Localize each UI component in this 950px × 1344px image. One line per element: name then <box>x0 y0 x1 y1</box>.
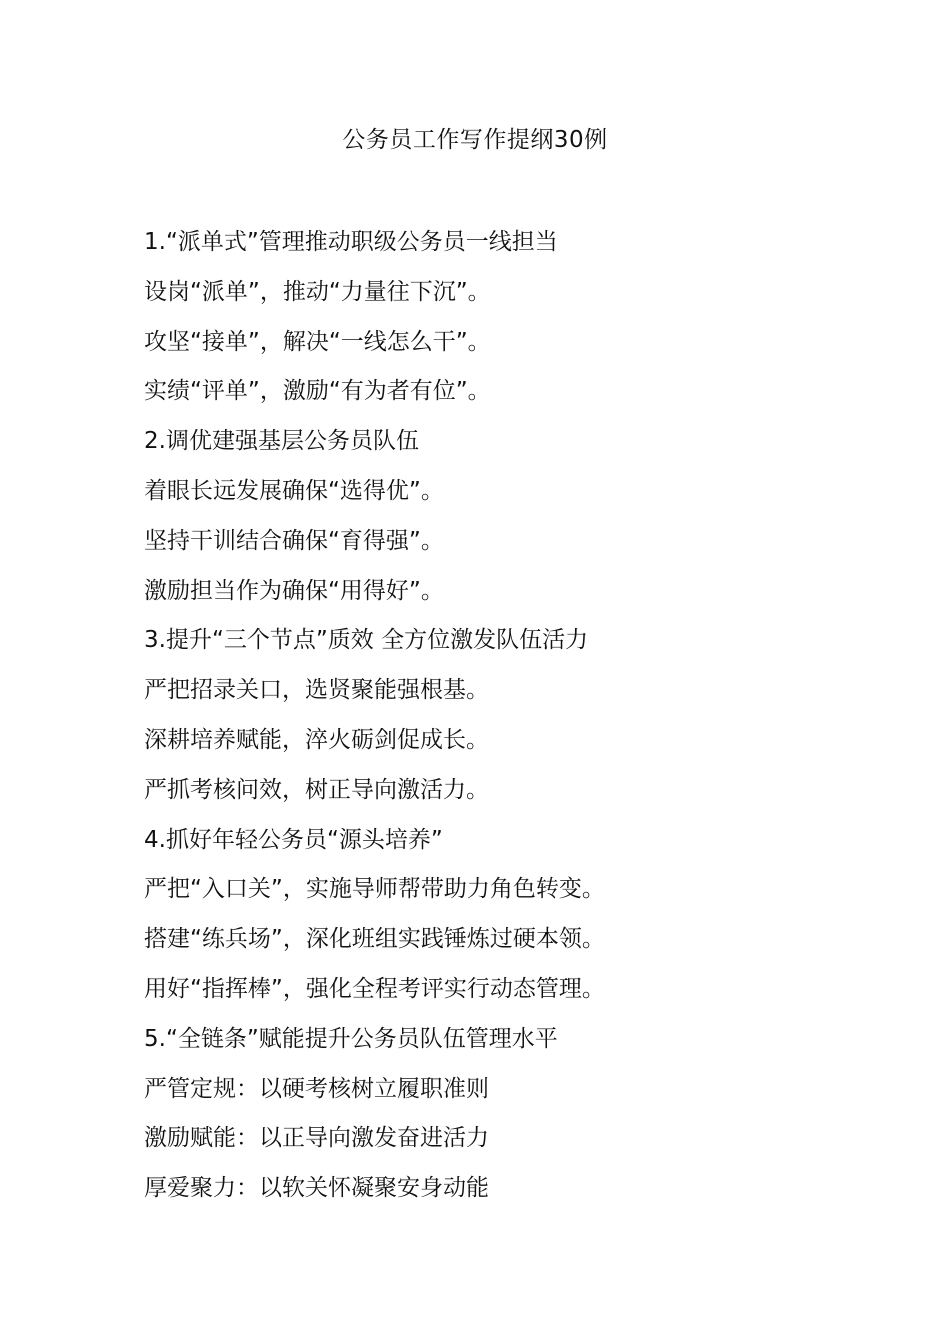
section-heading: 3.提升“三个节点”质效 全方位激发队伍活力 <box>144 627 589 654</box>
section-point: 深耕培养赋能，淬火砺剑促成长。 <box>144 726 489 753</box>
section-heading: 4.抓好年轻公务员“源头培养” <box>144 826 443 853</box>
section-point: 坚持干训结合确保“育得强”。 <box>144 527 444 554</box>
section-point: 严把招录关口，选贤聚能强根基。 <box>144 677 489 704</box>
section-point: 着眼长远发展确保“选得优”。 <box>144 477 444 504</box>
section-heading: 5.“全链条”赋能提升公务员队伍管理水平 <box>144 1025 558 1052</box>
section-point: 严把“入口关”，实施导师帮带助力角色转变。 <box>144 876 605 903</box>
section-heading: 1.“派单式”管理推动职级公务员一线担当 <box>144 229 558 255</box>
section-point: 严管定规：以硬考核树立履职准则 <box>144 1075 489 1102</box>
section-point: 搭建“练兵场”，深化班组实践锤炼过硬本领。 <box>144 926 605 953</box>
section-point: 激励担当作为确保“用得好”。 <box>144 577 444 604</box>
section-point: 用好“指挥棒”，强化全程考评实行动态管理。 <box>144 975 605 1002</box>
section-heading: 2.调优建强基层公务员队伍 <box>144 428 419 455</box>
section-point: 攻坚“接单”，解决“一线怎么干”。 <box>144 328 491 355</box>
section-point: 设岗“派单”，推动“力量往下沉”。 <box>144 278 491 305</box>
section-point: 激励赋能：以正导向激发奋进活力 <box>144 1125 489 1152</box>
document-title: 公务员工作写作提纲30例 <box>342 127 608 153</box>
section-point: 严抓考核问效，树正导向激活力。 <box>144 776 489 803</box>
section-point: 实绩“评单”，激励“有为者有位”。 <box>144 378 491 405</box>
outline-content <box>144 222 904 1218</box>
section-point: 厚爱聚力：以软关怀凝聚安身动能 <box>144 1175 489 1202</box>
